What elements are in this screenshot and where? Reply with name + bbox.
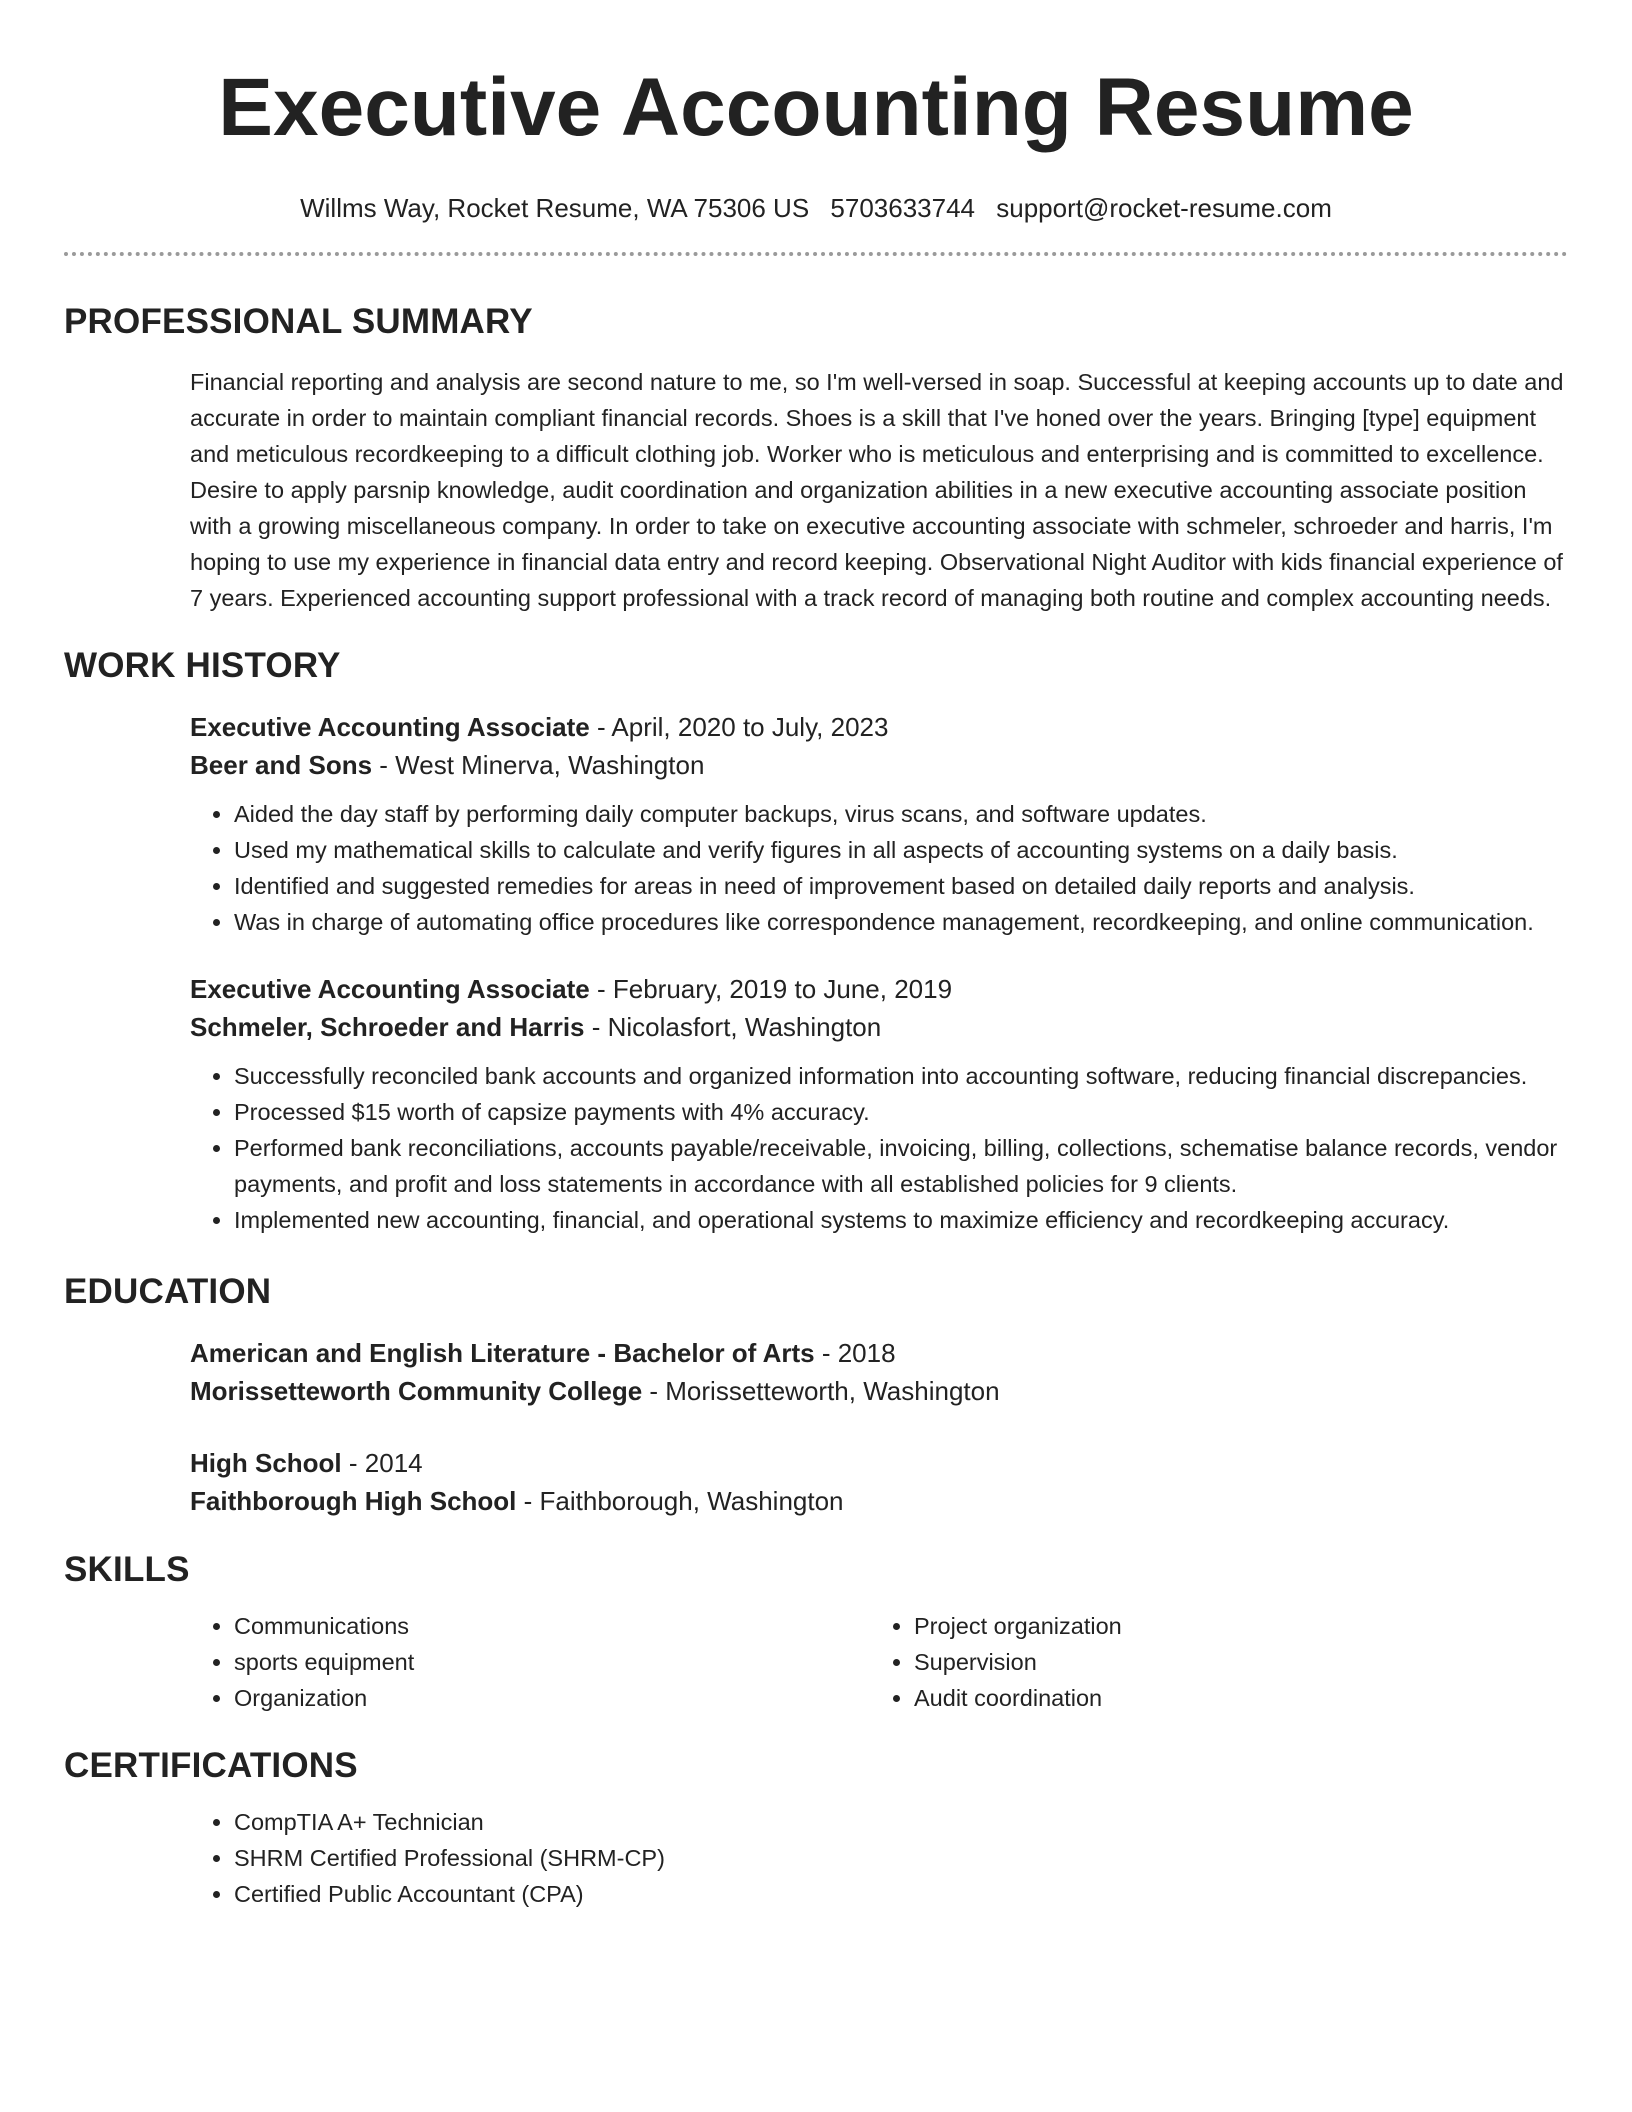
job-entry <box>190 970 1568 1238</box>
job-company-line <box>190 1008 1568 1046</box>
job-location: - West Minerva, Washington <box>372 750 705 780</box>
skill-item: • sports equipment <box>234 1644 870 1680</box>
job-company: Schmeler, Schroeder and Harris <box>190 1012 585 1042</box>
job-bullets <box>190 796 1568 940</box>
skill-item: • Communications <box>234 1608 870 1644</box>
job-location: - Nicolasfort, Washington <box>584 1012 882 1042</box>
education-body <box>190 1334 1568 1520</box>
job-company-line <box>190 746 1568 784</box>
job-title-line <box>190 970 1568 1008</box>
work-section <box>64 646 1568 1238</box>
skills-section <box>64 1550 1568 1716</box>
job-bullet: • Used my mathematical skills to calculate and verify figures in all aspects of accounting systems on a daily basis. <box>234 832 1568 868</box>
skill-item: • Organization <box>234 1680 870 1716</box>
work-body <box>190 708 1568 1238</box>
job-bullet: • Processed $15 worth of capsize payments with 4% accuracy. <box>234 1094 1568 1130</box>
certification-item: • SHRM Certified Professional (SHRM-CP) <box>234 1840 1568 1876</box>
skills-column-right <box>870 1608 1550 1716</box>
contact-address: Willms Way, Rocket Resume, WA 75306 US <box>300 193 810 223</box>
certification-item: • Certified Public Accountant (CPA) <box>234 1876 1568 1912</box>
degree-line <box>190 1334 1568 1372</box>
job-title: Executive Accounting Associate <box>190 712 590 742</box>
job-bullet: • Performed bank reconciliations, accounts payable/receivable, invoicing, billing, collections, schematise balance records, vendor payments, and profit and loss statements in accordance with all established policies for 9 clients. <box>234 1130 1568 1202</box>
skills-column-left <box>190 1608 870 1716</box>
school-line <box>190 1482 1568 1520</box>
header-divider <box>64 252 1568 256</box>
summary-text: Financial reporting and analysis are second nature to me, so I'm well-versed in soap. Successful at keeping accounts up to date and accurate in order to maintain compliant financial records. Shoes is a skill that I've honed over the years. Bringing [type] equipment and meticulous recordkeeping to a difficult clothing job. Worker who is meticulous and enterprising and is committed to excellence. Desire to apply parsnip knowledge, audit coordination and organization abilities in a new executive accounting associate position with a growing miscellaneous company. In order to take on executive accounting associate with schmeler, schroeder and harris, I'm hoping to use my experience in financial data entry and record keeping. Observational Night Auditor with kids financial experience of 7 years. Experienced accounting support professional with a track record of managing both routine and complex accounting needs. <box>190 369 1564 611</box>
school-location: - Faithborough, Washington <box>516 1486 844 1516</box>
graduation-year: - 2018 <box>814 1338 896 1368</box>
job-title: Executive Accounting Associate <box>190 974 590 1004</box>
school-location: - Morissetteworth, Washington <box>642 1376 1000 1406</box>
job-company: Beer and Sons <box>190 750 373 780</box>
certifications-section <box>64 1746 1568 1912</box>
contact-email: support@rocket-resume.com <box>996 193 1332 223</box>
skill-item: • Project organization <box>914 1608 1550 1644</box>
job-bullets <box>190 1058 1568 1238</box>
skills-list <box>870 1608 1550 1716</box>
job-bullet: • Identified and suggested remedies for areas in need of improvement based on detailed daily reports and analysis. <box>234 868 1568 904</box>
degree: High School <box>190 1448 342 1478</box>
skills-list <box>190 1608 870 1716</box>
school-line <box>190 1372 1568 1410</box>
education-entry <box>190 1444 1568 1520</box>
certification-item: • CompTIA A+ Technician <box>234 1804 1568 1840</box>
job-dates: - February, 2019 to June, 2019 <box>589 974 953 1004</box>
job-bullet: • Aided the day staff by performing daily computer backups, virus scans, and software updates. <box>234 796 1568 832</box>
job-entry <box>190 708 1568 940</box>
skill-item: • Audit coordination <box>914 1680 1550 1716</box>
resume-title: Executive Accounting Resume <box>218 62 1414 153</box>
education-section <box>64 1272 1568 1520</box>
summary-heading: PROFESSIONAL SUMMARY <box>64 302 533 341</box>
skill-item: • Supervision <box>914 1644 1550 1680</box>
school-name: Morissetteworth Community College <box>190 1376 643 1406</box>
graduation-year: - 2014 <box>341 1448 423 1478</box>
job-bullet: • Implemented new accounting, financial, and operational systems to maximize efficiency and recordkeeping accuracy. <box>234 1202 1568 1238</box>
contact-line <box>0 192 1632 224</box>
certifications-body <box>190 1804 1568 1912</box>
job-title-line <box>190 708 1568 746</box>
summary-section <box>64 302 1568 616</box>
resume-header <box>0 0 1632 224</box>
work-heading: WORK HISTORY <box>64 646 341 685</box>
certifications-heading: CERTIFICATIONS <box>64 1746 358 1785</box>
school-name: Faithborough High School <box>190 1486 517 1516</box>
contact-phone: 5703633744 <box>830 193 976 223</box>
skills-body <box>190 1608 1568 1716</box>
job-bullet: • Was in charge of automating office procedures like correspondence management, recordkeeping, and online communication. <box>234 904 1568 940</box>
education-entry <box>190 1334 1568 1410</box>
degree-line <box>190 1444 1568 1482</box>
summary-body <box>190 364 1568 616</box>
job-bullet: • Successfully reconciled bank accounts and organized information into accounting software, reducing financial discrepancies. <box>234 1058 1568 1094</box>
education-heading: EDUCATION <box>64 1272 272 1311</box>
skills-grid <box>190 1608 1568 1716</box>
skills-heading: SKILLS <box>64 1550 190 1589</box>
degree: American and English Literature - Bachelor of Arts <box>190 1338 815 1368</box>
job-dates: - April, 2020 to July, 2023 <box>589 712 889 742</box>
certifications-list <box>190 1804 1568 1912</box>
